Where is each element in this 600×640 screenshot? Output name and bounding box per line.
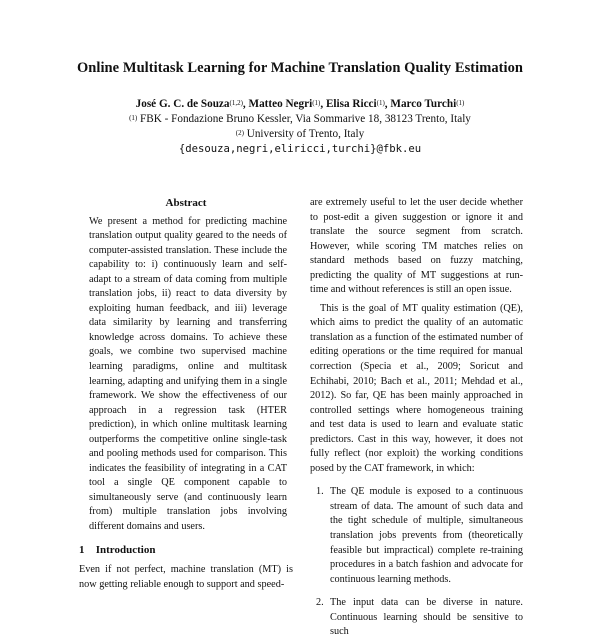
abstract-heading: Abstract — [165, 197, 207, 209]
intro-paragraph: Even if not perfect, machine translation (MT) is now getting reliable enough to support and speed- — [79, 564, 293, 590]
section-title: Introduction — [95, 543, 156, 556]
author-affiliation-mark: (1) — [456, 99, 465, 107]
affiliation-1: $^{(1)}$ FBK - Fondazione Bruno Kessler, Via Sommarive 18, 38123 Trento, Italy — [129, 113, 471, 125]
author-names: José G. C. de Souza$^{(1,2)}$, Matteo Negri$^{(1)}$, Elisa Ricci$^{(1)}$, Marco Turchi$^{(1)}$ — [135, 98, 465, 110]
author-affiliation-mark: (1,2) — [229, 99, 243, 107]
body-paragraph: are extremely useful to let the user decide whether to post-edit a given suggestion or ignore it and translate the source segment from scratch. However, while scoring TM matches relies on standard methods based on fuzzy matching, predicting the quality of MT suggestions at run-time and without references is still an open issue. — [310, 197, 523, 296]
section-number: 1 — [79, 543, 85, 556]
list-item-text: The input data can be diverse in nature. Continuous learning should be sensitive to such — [330, 597, 523, 638]
affiliation-2: $^{(2)}$ University of Trento, Italy — [235, 128, 365, 140]
section-heading-introduction — [79, 543, 293, 558]
abstract-text: We present a method for predicting machine translation output quality geared to the needs of computer-assisted translation. These include the capability to: i) continuously learn and self-adapt to a stream of data coming from multiple translation jobs, ii) react to data diversity by exploiting human feedback, and iii) leverage data similarity by learning and transferring knowledge across domains. To achieve these goals, we combine two supervised machine learning paradigms, online and multitask learning, adapting and unifying them in a single framework. We show the effectiveness of our approach in a regression task (HTER prediction), in which online multitask learning outperforms the competitive online single-task and pooling methods used for comparison. This indicates the feasibility of integrating in a CAT tool a single QE component capable to simultaneously serve (and continuously learn from) multiple translation jobs involving different domains and users. — [89, 215, 287, 533]
right-column — [310, 196, 523, 640]
numbered-list — [310, 485, 523, 639]
paper-title: Online Multitask Learning for Machine Translation Quality Estimation — [76, 60, 524, 76]
left-column — [79, 196, 293, 592]
author-emails: {desouza,negri,eliricci,turchi}@fbk.eu — [178, 143, 422, 155]
author-block — [0, 97, 600, 157]
body-paragraph: This is the goal of MT quality estimation (QE), which aims to predict the quality of an automatic translation as a function of the estimated number of editing operations or the time required for manual correction (Specia et al., 2009; Soricut and Echihabi, 2010; Bach et al., 2011; Mehdad et al., 2012). So far, QE has been mainly approached in controlled settings where homogeneous training and test data is used to learn and evaluate static predictors. Cast in this way, however, it does not fully reflect (nor exploit) the working conditions posed by the CAT framework, in which: — [310, 302, 523, 474]
author-name: Matteo Negri — [248, 98, 313, 110]
list-item-text: The QE module is exposed to a continuous stream of data. The amount of such data and the tight schedule of multiple, simultaneous translation jobs prevents from (theoretically feasible but impractical) complete re-training procedures in a batch fashion and advocate for continuous learning methods. — [330, 486, 523, 585]
list-marker: 1. — [316, 486, 324, 498]
author-name: Marco Turchi — [390, 98, 457, 110]
author-affiliation-mark: (1) — [376, 99, 385, 107]
list-marker: 2. — [316, 597, 324, 609]
author-affiliation-mark: (1) — [312, 99, 321, 107]
author-name: José G. C. de Souza — [135, 98, 230, 110]
list-item — [310, 485, 523, 587]
author-name: Elisa Ricci — [325, 98, 377, 110]
list-item — [310, 596, 523, 640]
